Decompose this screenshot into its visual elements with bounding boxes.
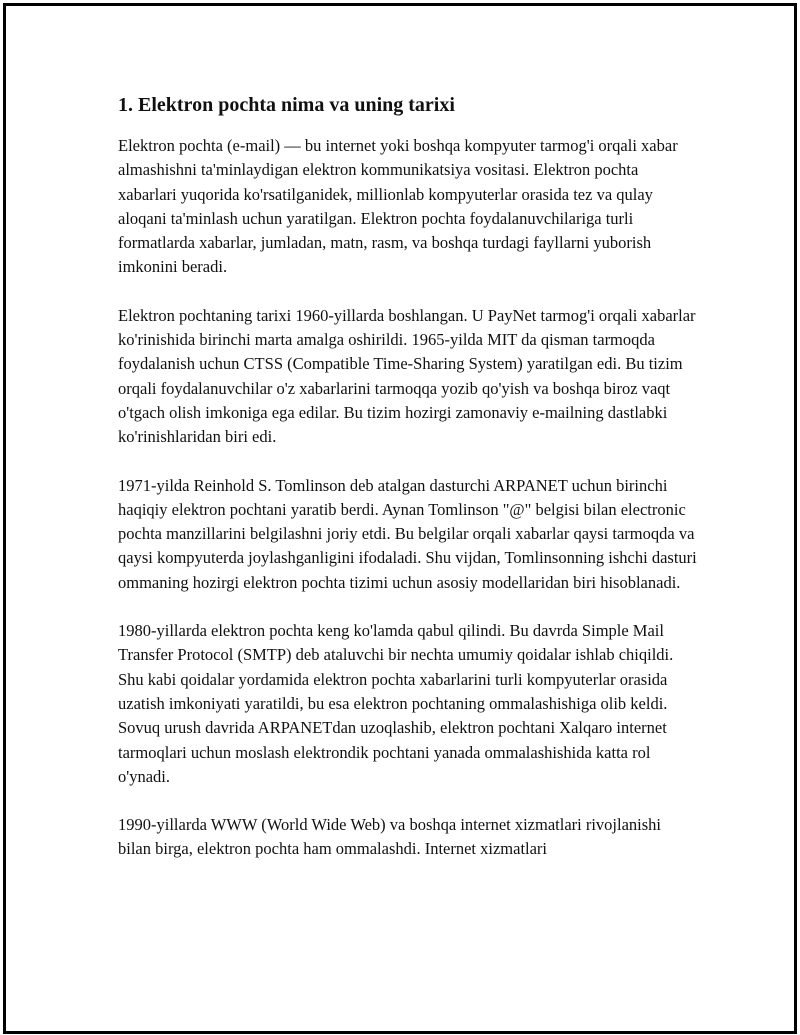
paragraph-3: 1971-yilda Reinhold S. Tomlinson deb atalgan dasturchi ARPANET uchun birinchi haqiqiy elektron pochtani yaratib berdi. Aynan Tomlinson "@" belgisi bilan electronic pochta manzillarini belgilashni joriy etdi. Bu belgilar orqali xabarlar qaysi tarmoqda va qaysi kompyuterda joylashganligini ifodaladi. Shu vijdan, Tomlinsonning ishchi dasturi ommaning hozirgi elektron pochta tizimi uchun asosiy modellaridan biri hisoblanadi. [118,475,697,592]
paragraph-4: 1980-yillarda elektron pochta keng ko'lamda qabul qilindi. Bu davrda Simple Mail Transfer Protocol (SMTP) deb ataluvchi bir nechta umumiy qoidalar ishlab chiqildi. Shu kabi qoidalar yordamida elektron pochta xabarlarini turli kompyuterlar orasida uzatish imkoniyati yaratildi, bu esa elektron pochtaning ommalashishiga olib keldi. Sovuq urush davrida ARPANETdan uzoqlashib, elektron pochtani Xalqaro internet tarmoqlari uchun moslash elektrondik pochtani yanada ommalashishida katta rol o'ynadi. [118,621,674,786]
document-body [118,90,698,886]
paragraph-1: Elektron pochta (e-mail) — bu internet yoki boshqa kompyuter tarmog'i orqali xabar almashishni ta'minlaydigan elektron kommunikatsiya vositasi. Elektron pochta xabarlari yuqorida ko'rsatilganidek, millionlab kompyuterlar orasida tez va qulay aloqani ta'minlash uchun yaratilgan. Elektron pochta foydalanuvchilariga turli formatlarda xabarlar, jumladan, matn, rasm, va boshqa turdagi fayllarni yuborish imkonini beradi. [118,136,678,277]
paragraph-2: Elektron pochtaning tarixi 1960-yillarda boshlangan. U PayNet tarmog'i orqali xabarlar ko'rinishida birinchi marta amalga oshirildi. 1965-yilda MIT da qisman tarmoqda foydalanish uchun CTSS (Compatible Time-Sharing System) yaratilgan edi. Bu tizim orqali foydalanuvchilar o'z xabarlarini tarmoqqa yozib qo'yish va boshqa biroz vaqt o'tgach olish imkoniga ega edilar. Bu tizim hozirgi zamonaviy e-mailning dastlabki ko'rinishlaridan biri edi. [118,305,696,447]
paragraph-5: 1990-yillarda WWW (World Wide Web) va boshqa internet xizmatlari rivojlanishi bilan birga, elektron pochta ham ommalashdi. Internet xizmatlari [118,815,662,859]
section-heading: 1. Elektron pochta nima va uning tarixi [118,94,455,116]
